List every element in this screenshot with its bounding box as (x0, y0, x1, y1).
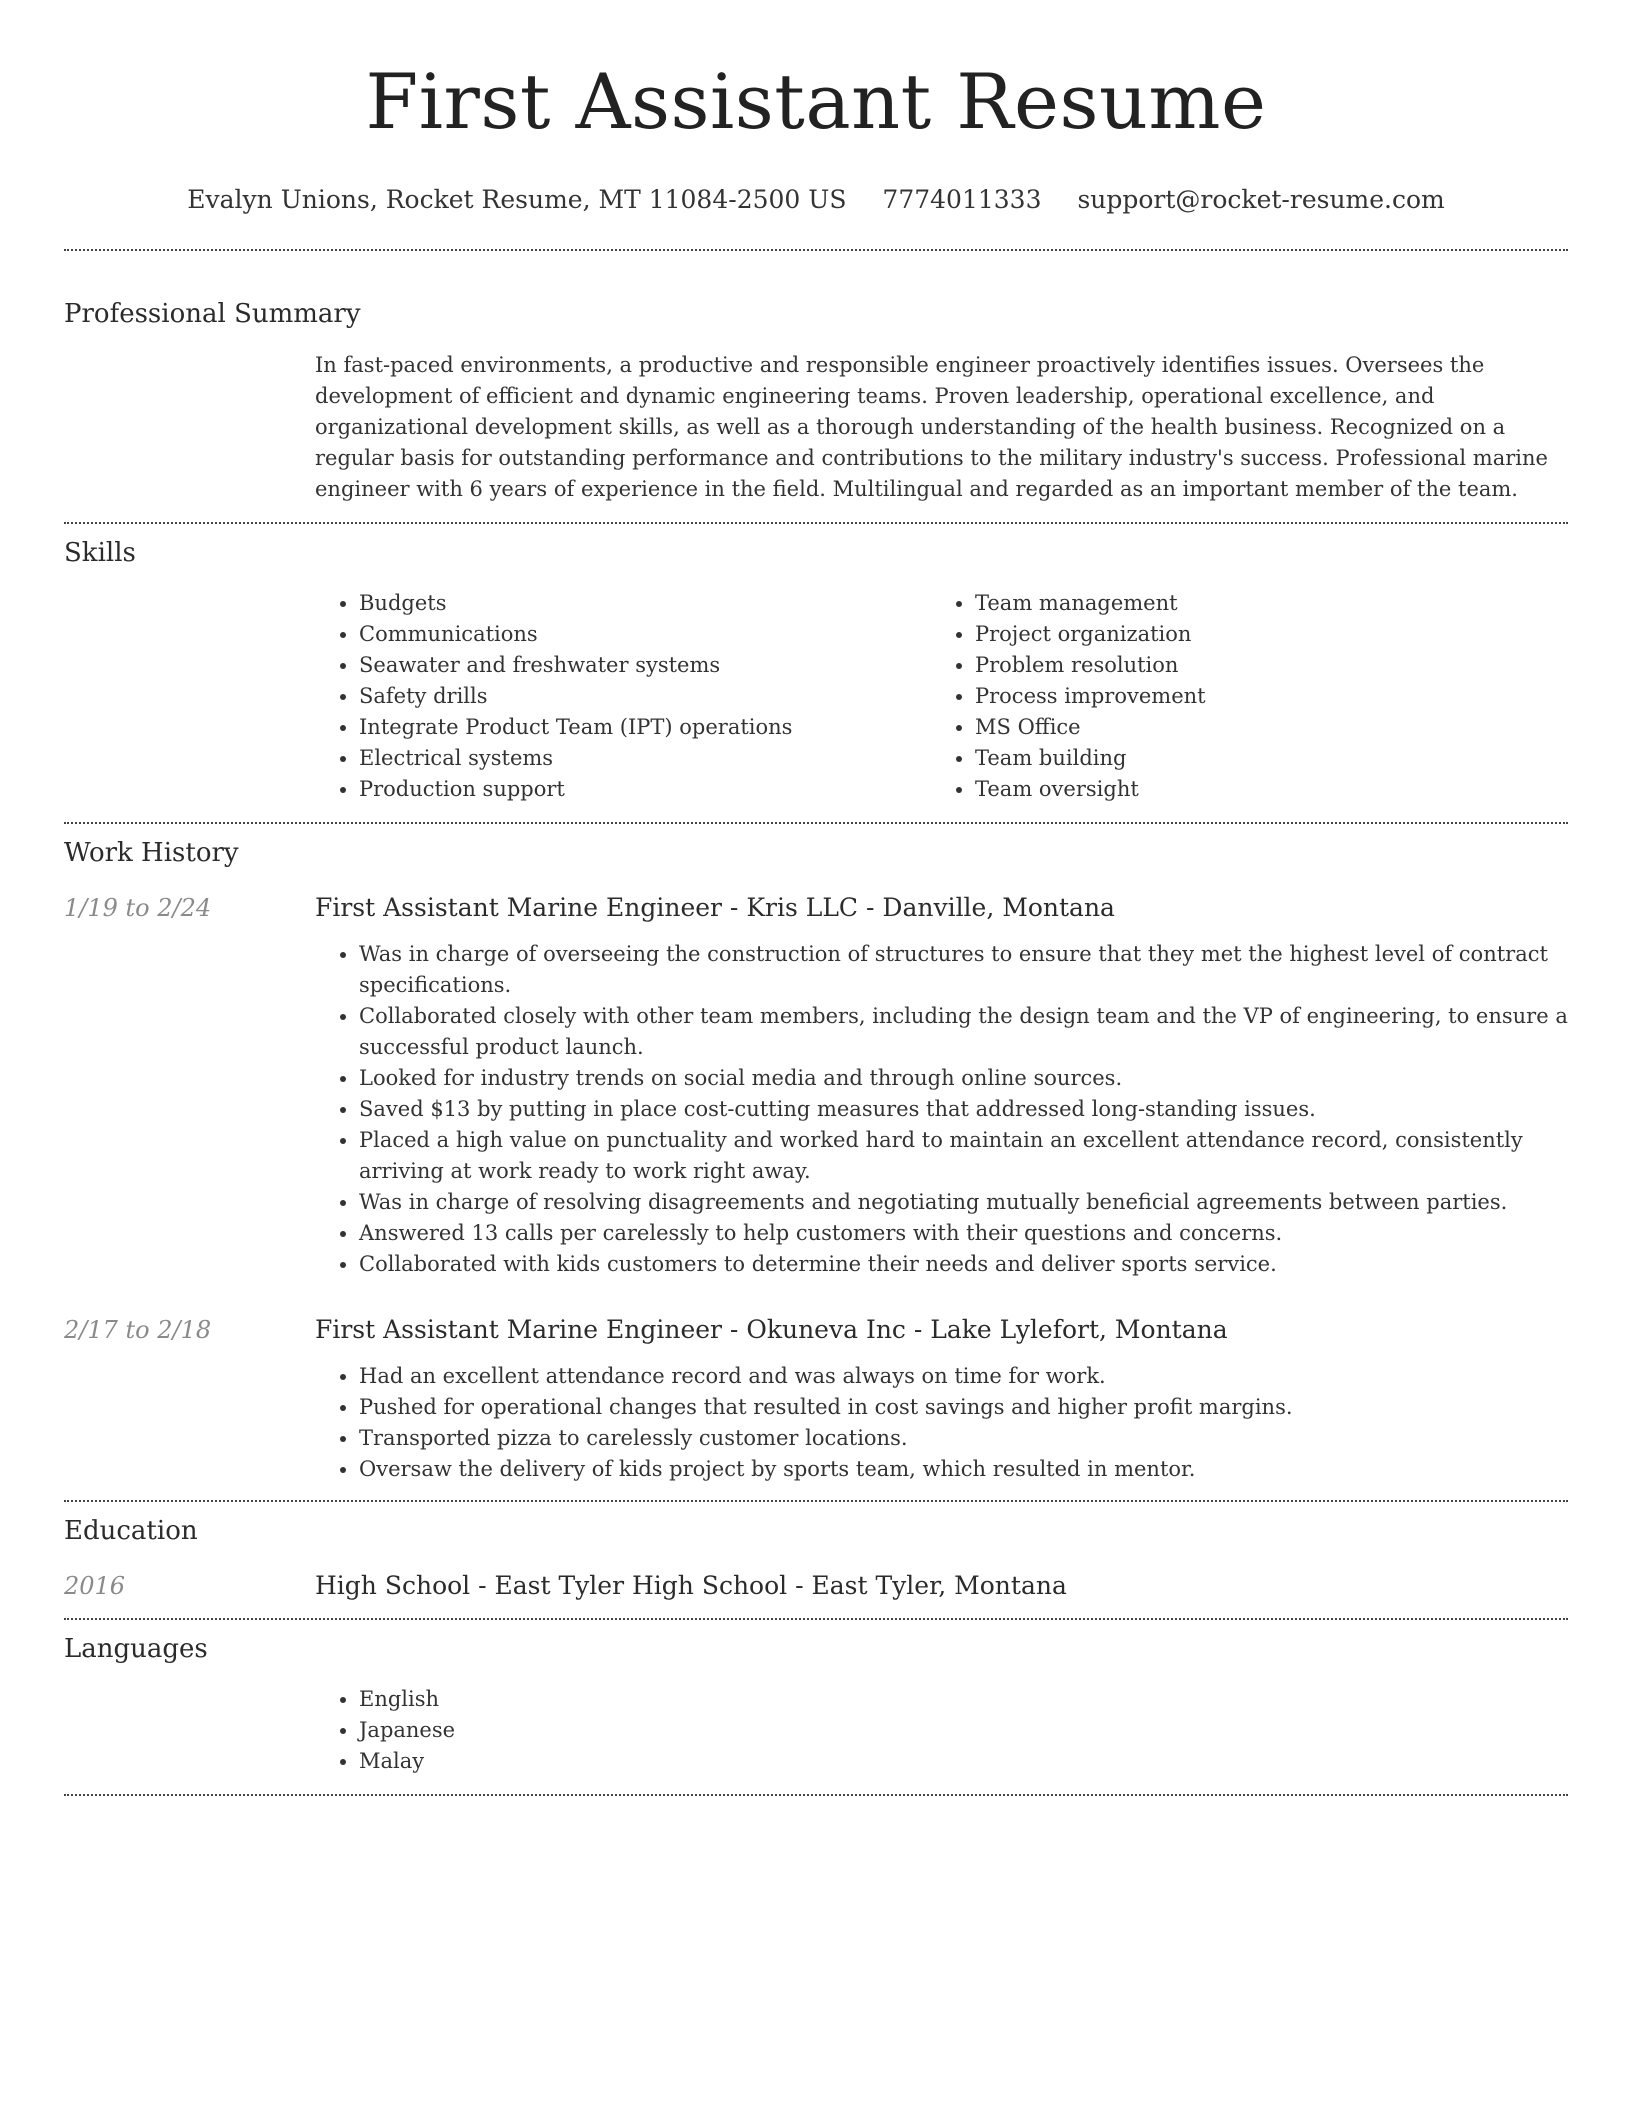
summary-text: In fast-paced environments, a productive and responsible engineer proactively identifies issues. Oversees the development of efficient and dynamic engineering teams. Proven leadership, operational excellence, and organizational development skills, as well as a thorough understanding of the health business. Recognized on a regular basis for outstanding performance and contributions to the military industry's success. Professional marine engineer with 6 years of experience in the field. Multilingual and regarded as an important member of the team. (315, 353, 1548, 501)
skill-item: • Process improvement (975, 681, 1547, 712)
skill-item: • Team building (975, 743, 1547, 774)
skill-item: • Production support (359, 774, 931, 805)
skill-item: • Integrate Product Team (IPT) operations (359, 712, 931, 743)
skill-item: • Problem resolution (975, 650, 1547, 681)
skill-item: • Project organization (975, 619, 1547, 650)
resume-title: First Assistant Resume (365, 57, 1267, 146)
skill-item: • Team oversight (975, 774, 1547, 805)
education-date: 2016 (64, 1572, 126, 1600)
contact-email: support@rocket-resume.com (1077, 185, 1445, 214)
skills-column-left (315, 588, 931, 805)
job-bullet: • Collaborated closely with other team members, including the design team and the VP of engineering, to ensure a successful product launch. (359, 1001, 1568, 1063)
skills-column-right (931, 588, 1547, 805)
job-bullet: • Had an excellent attendance record and was always on time for work. (359, 1361, 1568, 1392)
job-bullet: • Oversaw the delivery of kids project by sports team, which resulted in mentor. (359, 1454, 1568, 1485)
skills-section (64, 524, 1568, 805)
resume-header (64, 0, 1568, 216)
skill-item: • Safety drills (359, 681, 931, 712)
languages-divider (64, 1794, 1568, 1796)
job-bullet: • Collaborated with kids customers to determine their needs and deliver sports service. (359, 1249, 1568, 1280)
job-bullet: • Saved $13 by putting in place cost-cutting measures that addressed long-standing issues. (359, 1094, 1568, 1125)
job-bullet: • Answered 13 calls per carelessly to help customers with their questions and concerns. (359, 1218, 1568, 1249)
job-date: 2/17 to 2/18 (64, 1316, 212, 1344)
skill-item: • Communications (359, 619, 931, 650)
language-item: • Japanese (359, 1715, 1568, 1746)
job-title: First Assistant Marine Engineer - Kris LLC - Danville, Montana (315, 893, 1115, 922)
languages-heading: Languages (64, 1634, 208, 1664)
job-title: First Assistant Marine Engineer - Okuneva Inc - Lake Lylefort, Montana (315, 1315, 1228, 1344)
education-heading: Education (64, 1516, 198, 1546)
contact-phone: 7774011333 (882, 185, 1042, 214)
contact-address: Evalyn Unions, Rocket Resume, MT 11084-2500 US (187, 185, 847, 214)
job-entry (64, 892, 1568, 1280)
work-heading: Work History (64, 838, 239, 868)
job-entry (64, 1314, 1568, 1485)
education-entry: High School - East Tyler High School - East Tyler, Montana (315, 1571, 1067, 1600)
skill-item: • Budgets (359, 588, 931, 619)
skill-item: • Team management (975, 588, 1547, 619)
summary-heading: Professional Summary (64, 299, 361, 329)
work-section (64, 824, 1568, 1485)
job-bullet: • Placed a high value on punctuality and worked hard to maintain an excellent attendance record, consistently arriving at work ready to work right away. (359, 1125, 1568, 1187)
skill-item: • MS Office (975, 712, 1547, 743)
job-bullet: • Looked for industry trends on social media and through online sources. (359, 1063, 1568, 1094)
education-section (64, 1502, 1568, 1602)
language-item: • English (359, 1684, 1568, 1715)
job-date: 1/19 to 2/24 (64, 894, 212, 922)
job-bullet: • Was in charge of overseeing the construction of structures to ensure that they met the highest level of contract specifications. (359, 939, 1568, 1001)
skills-heading: Skills (64, 538, 136, 568)
summary-section (64, 251, 1568, 505)
languages-section (64, 1620, 1568, 1777)
skill-item: • Seawater and freshwater systems (359, 650, 931, 681)
job-bullet: • Transported pizza to carelessly customer locations. (359, 1423, 1568, 1454)
contact-line (64, 184, 1568, 216)
skill-item: • Electrical systems (359, 743, 931, 774)
job-bullet: • Was in charge of resolving disagreements and negotiating mutually beneficial agreements between parties. (359, 1187, 1568, 1218)
language-item: • Malay (359, 1746, 1568, 1777)
job-bullet: • Pushed for operational changes that resulted in cost savings and higher profit margins. (359, 1392, 1568, 1423)
